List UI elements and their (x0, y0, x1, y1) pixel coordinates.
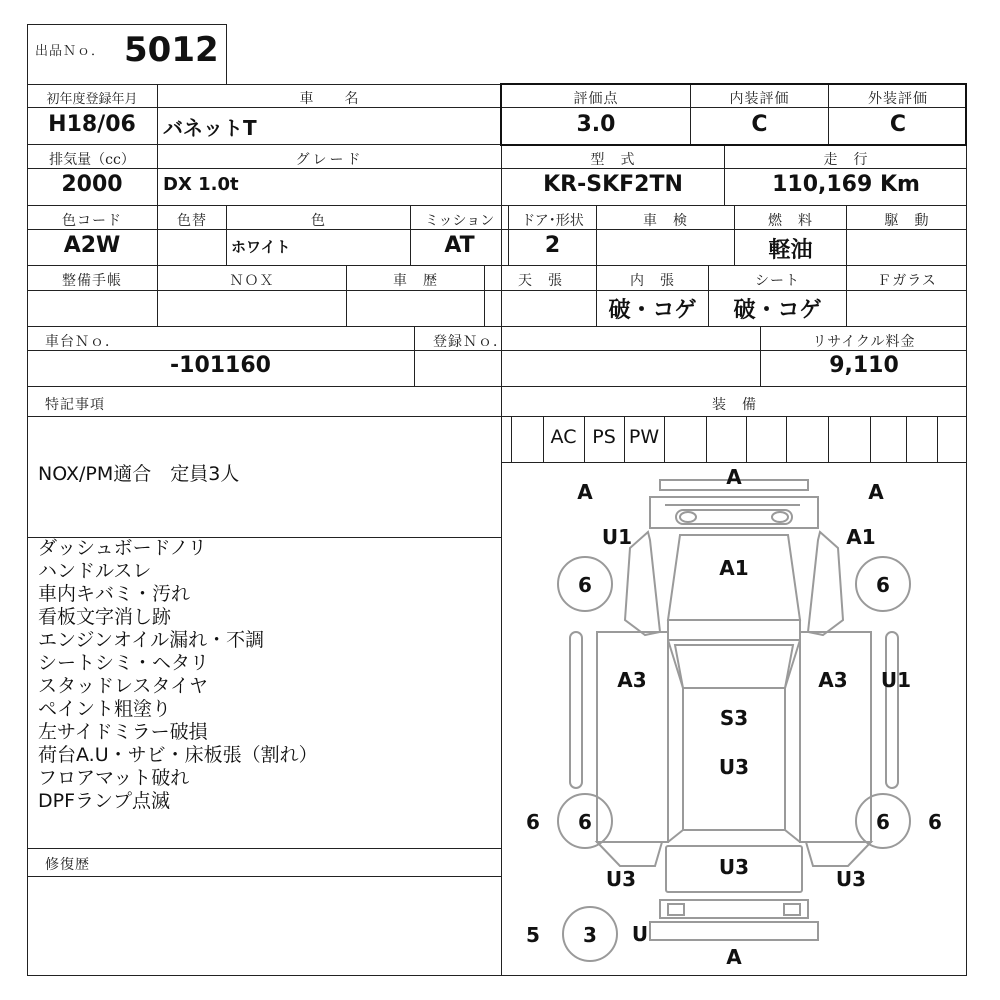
list-item: ハンドルスレ (38, 560, 152, 582)
lot-number: 5012 (124, 30, 219, 70)
mark-front-left-fender: U1 (601, 525, 633, 549)
notes-main: NOX/PM適合 定員3人 (38, 463, 240, 485)
mark-rear-right-corner: U3 (835, 867, 867, 891)
mark-front-right-tire: 6 (876, 573, 890, 597)
mark-front-left-tire: 6 (578, 573, 592, 597)
list-item: シートシミ・ヘタリ (38, 652, 210, 674)
fuel-value: 軽油 (768, 238, 813, 263)
list-item: ペイント粗塗り (38, 698, 172, 720)
header-doors: ドア･形状 (521, 213, 584, 229)
header-interior-score: 内装評価 (729, 91, 790, 107)
mark-spare-outer: 5 (526, 923, 540, 947)
equipment-ps: PS (592, 426, 616, 448)
header-f-glass: Ｆガラス (877, 273, 937, 289)
header-roof: 天 張 (518, 273, 563, 289)
mark-right-door: A3 (818, 668, 848, 692)
header-mileage: 走 行 (823, 152, 869, 168)
mark-front-bumper: A (726, 465, 742, 489)
interior-roof-value: 破・コゲ (608, 298, 697, 323)
list-item: エンジンオイル漏れ・不調 (38, 629, 265, 651)
mark-rear-bumper: A (726, 945, 742, 969)
header-equipment: 装 備 (712, 397, 757, 413)
header-color-change: 色替 (177, 213, 207, 229)
list-item: ダッシュボードノリ (38, 537, 207, 559)
mark-front-right-fender: A1 (846, 525, 876, 549)
header-color: 色 (311, 213, 326, 229)
mark-rear-right-tire: 6 (876, 810, 890, 834)
model-value: KR-SKF2TN (543, 172, 683, 197)
mark-front-right-corner: A (868, 480, 884, 504)
header-service-book: 整備手帳 (62, 273, 122, 289)
seat-value: 破・コゲ (733, 298, 822, 323)
header-seat: シート (755, 273, 800, 289)
list-item: スタッドレスタイヤ (38, 675, 209, 697)
equipment-ac: AC (550, 426, 577, 448)
mark-left-door: A3 (617, 668, 647, 692)
header-repair-history: 修復歴 (45, 857, 90, 873)
header-special-notes: 特記事項 (45, 397, 105, 413)
header-transmission: ミッション (424, 213, 495, 229)
list-item: 看板文字消し跡 (38, 606, 172, 628)
mark-rear-right-outer: 6 (928, 810, 942, 834)
header-first-registration: 初年度登録年月 (46, 92, 138, 107)
mileage-value: 110,169 Km (772, 172, 920, 197)
header-chassis-no: 車台Ｎｏ． (45, 334, 120, 350)
equipment-pw: PW (628, 426, 660, 448)
header-exterior-score: 外装評価 (868, 91, 928, 107)
transmission-value: AT (444, 233, 475, 258)
header-recycle-fee: リサイクル料金 (812, 334, 916, 350)
header-history: 車 歴 (393, 273, 438, 289)
displacement-value: 2000 (61, 172, 123, 197)
mark-rear-left-corner: U3 (605, 867, 637, 891)
header-nox: ＮＯＸ (229, 273, 275, 289)
list-item: 荷台A.U・サビ・床板張（割れ） (38, 744, 318, 766)
grade-value: DX 1.0t (163, 174, 239, 195)
header-reg-no: 登録Ｎｏ． (433, 334, 508, 350)
first-registration-value: H18/06 (48, 112, 136, 137)
header-inspection: 車 検 (643, 213, 688, 229)
mark-tailgate: U3 (718, 855, 750, 879)
recycle-fee-value: 9,110 (829, 353, 899, 378)
interior-score-value: C (751, 112, 768, 137)
list-item: DPFランプ点滅 (38, 790, 171, 812)
header-displacement: 排気量（cc） (49, 152, 135, 168)
mark-cargo-upper: S3 (719, 706, 749, 730)
score-value: 3.0 (576, 112, 616, 137)
header-color-code: 色コード (62, 213, 122, 229)
list-item: 左サイドミラー破損 (38, 721, 208, 743)
header-car-name: 車 名 (299, 91, 360, 107)
header-model: 型 式 (590, 152, 636, 168)
mark-spare-tire: 3 (583, 923, 597, 947)
mark-rear-left-outer: 6 (526, 810, 540, 834)
mark-front-left-corner: A (577, 480, 593, 504)
header-grade: グレード (295, 152, 364, 168)
exterior-score-value: C (889, 112, 907, 137)
list-item: 車内キバミ・汚れ (38, 583, 191, 605)
header-drive: 駆 動 (884, 213, 930, 229)
notes-list (38, 537, 318, 813)
header-score: 評価点 (573, 91, 619, 107)
color-value: ホワイト (231, 238, 291, 256)
chassis-no-value: -101160 (170, 353, 271, 378)
car-name-value: バネットT (163, 116, 257, 140)
mark-rear-u: U (631, 922, 649, 946)
mark-hood-windshield: A1 (719, 556, 749, 580)
lot-number-label: 出品Ｎｏ． (35, 44, 106, 59)
list-item: フロアマット破れ (38, 767, 190, 789)
equipment-grid (511, 416, 966, 462)
doors-value: 2 (544, 233, 561, 258)
mark-cargo-middle: U3 (718, 755, 750, 779)
header-interior-roof: 内 張 (630, 273, 675, 289)
mark-rear-left-tire: 6 (578, 810, 592, 834)
mark-right-side-panel: U1 (880, 668, 912, 692)
header-fuel: 燃 料 (768, 213, 813, 229)
color-code-value: A2W (63, 233, 121, 258)
